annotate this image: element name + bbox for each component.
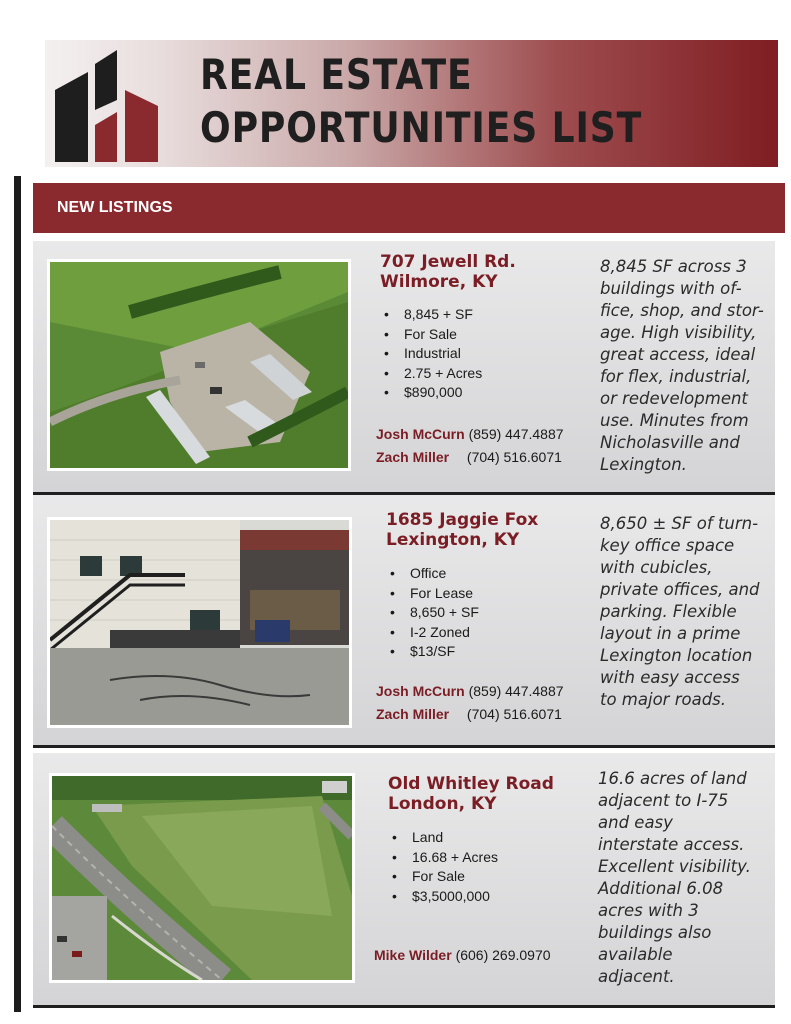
section-label: NEW LISTINGS bbox=[57, 199, 173, 216]
description-line: to major roads. bbox=[600, 690, 727, 709]
listing-address bbox=[380, 252, 516, 292]
description-line: with cubicles, bbox=[600, 558, 713, 577]
address-line-1: 707 Jewell Rd. bbox=[380, 252, 516, 272]
description-line: for flex, industrial, bbox=[600, 367, 752, 386]
contact-line bbox=[374, 947, 551, 963]
contact-line bbox=[376, 683, 564, 699]
listing-description bbox=[600, 256, 764, 476]
address-line-2: Lexington, KY bbox=[386, 530, 520, 550]
description-line: 8,650 ± SF of turn- bbox=[600, 514, 759, 533]
fact-item: • $3,5000,000 bbox=[386, 887, 498, 907]
contact-name[interactable]: Josh McCurn bbox=[376, 426, 465, 442]
description-line: Nicholasville and bbox=[600, 433, 740, 452]
contact-name[interactable]: Zach Miller bbox=[376, 449, 450, 465]
description-line: interstate access. bbox=[598, 835, 745, 854]
description-line: adjacent to I-75 bbox=[598, 791, 729, 810]
fact-item: • $13/SF bbox=[384, 642, 479, 662]
description-line: key office space bbox=[600, 536, 735, 555]
fact-item: • 8,845 + SF bbox=[378, 305, 482, 325]
contact-phone[interactable]: (859) 447.4887 bbox=[468, 683, 564, 699]
description-line: 8,845 SF across 3 bbox=[600, 257, 747, 276]
company-logo bbox=[55, 50, 160, 162]
description-line: Excellent visibility. bbox=[598, 857, 751, 876]
contact-line bbox=[376, 426, 564, 442]
description-line: buildings also bbox=[598, 923, 712, 942]
listing-facts bbox=[378, 305, 482, 403]
contact-phone[interactable]: (859) 447.4887 bbox=[468, 426, 564, 442]
contact-name[interactable]: Zach Miller bbox=[376, 706, 450, 722]
listing-description bbox=[600, 513, 760, 711]
page-title bbox=[200, 48, 642, 154]
fact-item: • Land bbox=[386, 828, 498, 848]
fact-item: • $890,000 bbox=[378, 383, 482, 403]
fact-item: • Office bbox=[384, 564, 479, 584]
contact-line bbox=[376, 706, 562, 722]
description-line: 16.6 acres of land bbox=[598, 769, 747, 788]
fact-item: • Industrial bbox=[378, 344, 482, 364]
title-line-2: OPPORTUNITIES LIST bbox=[200, 103, 643, 152]
description-line: buildings with of- bbox=[600, 279, 742, 298]
description-line: fice, shop, and stor- bbox=[600, 301, 764, 320]
description-line: with easy access bbox=[600, 668, 740, 687]
description-line: age. High visibility, bbox=[600, 323, 757, 342]
description-line: layout in a prime bbox=[600, 624, 741, 643]
fact-item: • 16.68 + Acres bbox=[386, 848, 498, 868]
contact-name[interactable]: Josh McCurn bbox=[376, 683, 465, 699]
description-line: acres with 3 bbox=[598, 901, 699, 920]
listing-facts bbox=[386, 828, 498, 906]
description-line: available bbox=[598, 945, 673, 964]
address-line-1: Old Whitley Road bbox=[388, 774, 554, 794]
contact-phone[interactable]: (606) 269.0970 bbox=[455, 947, 551, 963]
description-line: use. Minutes from bbox=[600, 411, 749, 430]
description-line: Additional 6.08 bbox=[598, 879, 724, 898]
contact-phone[interactable]: (704) 516.6071 bbox=[466, 449, 562, 465]
description-line: great access, ideal bbox=[600, 345, 756, 364]
listing-address bbox=[388, 774, 554, 814]
address-line-2: Wilmore, KY bbox=[380, 272, 498, 292]
fact-item: • For Sale bbox=[386, 867, 498, 887]
description-line: Lexington. bbox=[600, 455, 687, 474]
listing-description bbox=[598, 768, 751, 988]
description-line: parking. Flexible bbox=[600, 602, 737, 621]
address-line-1: 1685 Jaggie Fox bbox=[386, 510, 539, 530]
title-line-1: REAL ESTATE bbox=[200, 50, 473, 99]
description-line: Lexington location bbox=[600, 646, 753, 665]
contact-line bbox=[376, 449, 562, 465]
description-line: private offices, and bbox=[600, 580, 760, 599]
fact-item: • 8,650 + SF bbox=[384, 603, 479, 623]
listing-address bbox=[386, 510, 538, 550]
listing-photo bbox=[49, 773, 355, 983]
description-line: and easy bbox=[598, 813, 673, 832]
listing-photo bbox=[47, 517, 352, 728]
fact-item: • I-2 Zoned bbox=[384, 623, 479, 643]
description-line: adjacent. bbox=[598, 967, 675, 986]
fact-item: • For Lease bbox=[384, 584, 479, 604]
fact-item: • For Sale bbox=[378, 325, 482, 345]
description-line: or redevelopment bbox=[600, 389, 748, 408]
listing-photo bbox=[47, 259, 351, 471]
listing-facts bbox=[384, 564, 479, 662]
left-accent-bar bbox=[14, 176, 21, 1012]
fact-item: • 2.75 + Acres bbox=[378, 364, 482, 384]
address-line-2: London, KY bbox=[388, 794, 497, 814]
contact-name[interactable]: Mike Wilder bbox=[374, 947, 452, 963]
contact-phone[interactable]: (704) 516.6071 bbox=[466, 706, 562, 722]
